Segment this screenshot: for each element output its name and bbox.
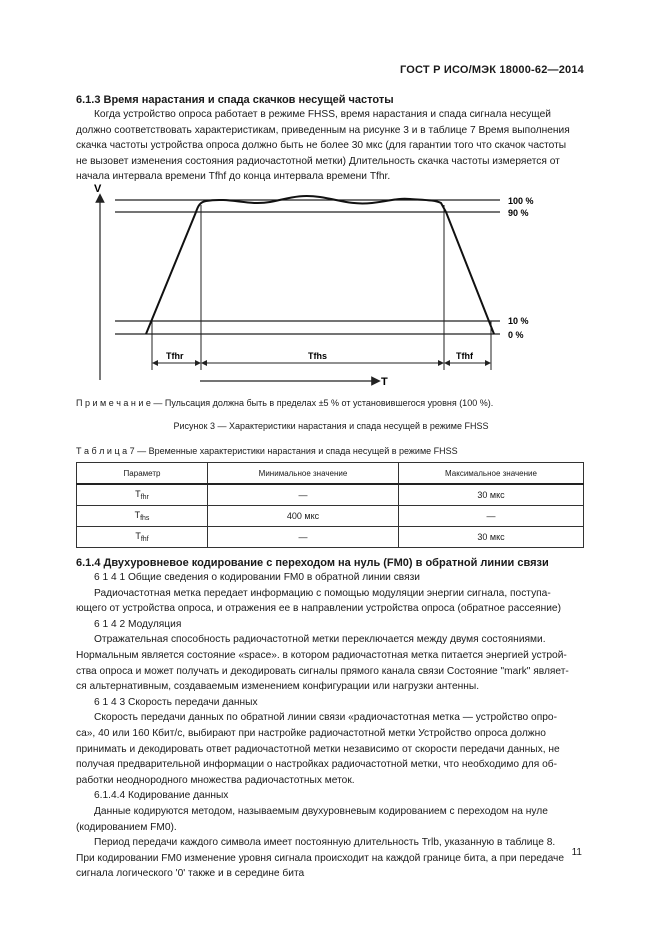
subsection-heading: 6 1 4 2 Модуляция — [94, 618, 182, 630]
tfhf-label: Tfhf — [456, 351, 473, 361]
table-row — [77, 484, 584, 506]
min-cell: 400 мкс — [208, 506, 399, 527]
text-line: получая предварительной информации о настройках радиочастотной метки, что необходимо для об- — [76, 759, 557, 771]
column-header: Максимальное значение — [399, 463, 584, 485]
text-line: (кодированием FM0). — [76, 821, 177, 833]
text-line: не вызовет изменения состояния радиочастотной метки) Длительность скачка частоты измеряется от — [76, 155, 560, 167]
min-cell: — — [208, 484, 399, 506]
section-title-6-1-3: 6.1.3 Время нарастания и спада скачков несущей частоты — [76, 94, 394, 106]
document-header: ГОСТ Р ИСО/МЭК 18000-62—2014 — [400, 64, 584, 76]
min-cell: — — [208, 527, 399, 548]
subsection-heading: 6 1 4 3 Скорость передачи данных — [94, 696, 258, 708]
param-cell: $T_{fhf}$ — [77, 527, 208, 548]
table-row — [77, 506, 584, 527]
text-line: Данные кодируются методом, называемым двухуровневым кодированием с переходом на нуле — [94, 805, 548, 817]
rise-fall-diagram — [0, 0, 662, 400]
figure-caption: Рисунок 3 — Характеристики нарастания и спада несущей в режиме FHSS — [173, 421, 489, 431]
text-line: должно соответствовать характеристикам, приведенным на рисунке 3 и в таблице 7 Время выполнения — [76, 124, 570, 136]
t-axis-label: T — [381, 376, 388, 388]
text-line: ющего от устройства опроса, и отражения ее в направлении устройства опроса (обратное рассеяние) — [76, 603, 561, 615]
text-line: са», 40 или 160 Кбит/с, выбирают при настройке радиочастотной метки Устройство опроса должно — [76, 727, 546, 739]
max-cell: — — [399, 506, 584, 527]
column-header: Параметр — [77, 463, 208, 485]
text-line: ся альтернативным, создаваемым изменением конфигурации или нагрузки антенны. — [76, 681, 480, 693]
table-header-row — [77, 463, 584, 485]
level-label-90: 90 % — [508, 208, 529, 218]
text-line: Когда устройство опроса работает в режиме FHSS, время нарастания и спада сигнала несущей — [94, 109, 551, 120]
text-line: Период передачи каждого символа имеет постоянную длительность Trlb, указанную в таблице 8. — [94, 837, 556, 849]
text-line: Скорость передачи данных по обратной линии связи «радиочастотная метка — устройство опро- — [94, 712, 557, 724]
page-number: 11 — [571, 847, 582, 858]
text-line: Радиочастотная метка передает информацию с помощью модуляции энергии сигнала, поступа- — [94, 587, 551, 599]
table-row — [77, 527, 584, 548]
carrier-waveform — [146, 196, 494, 334]
subsection-heading: 6 1 4 1 Общие сведения о кодировании FM0 в обратной линии связи — [94, 572, 420, 583]
param-cell: $T_{fhs}$ — [77, 506, 208, 527]
figure-note: П р и м е ч а н и е — Пульсация должна быть в пределах ±5 % от установившегося уровня (100 %). — [76, 398, 494, 408]
timing-table — [76, 462, 584, 548]
section-title-6-1-4: 6.1.4 Двухуровневое кодирование с переходом на нуль (FM0) в обратной линии связи — [76, 557, 549, 569]
column-header: Минимальное значение — [208, 463, 399, 485]
text-line: ства опроса и может получать и декодировать сигналы прямого канала связи Состояние "mark" являет- — [76, 665, 569, 677]
v-axis-label: V — [94, 183, 102, 195]
level-label-10: 10 % — [508, 316, 529, 326]
table-caption: Т а б л и ц а 7 — Временные характеристики нарастания и спада несущей в режиме FHSS — [76, 446, 458, 456]
text-line: сигнала логического '0' также и в середине бита — [76, 868, 305, 880]
text-line: Отражательная способность радиочастотной метки переключается между двумя состояниями. — [94, 634, 546, 646]
text-line: работки неоднородного множества радиочастотных меток. — [76, 774, 355, 786]
level-label-100: 100 % — [508, 196, 534, 206]
subsection-heading: 6.1.4.4 Кодирование данных — [94, 790, 229, 802]
text-line: скачка частоты устройства опроса должно быть не более 30 мкс (для гарантии того что скачок частоты — [76, 140, 567, 152]
text-line: начала интервала времени Tfhf до конца интервала времени Tfhr. — [76, 171, 391, 183]
tfhs-label: Tfhs — [308, 351, 327, 361]
tfhr-label: Tfhr — [166, 351, 184, 361]
text-line: принимать и декодировать ответ радиочастотной метки независимо от скорости передачи данных, не — [76, 743, 560, 755]
text-line: Нормальным является состояние «space». в котором радиочастотная метка питается энергией устрой- — [76, 649, 567, 661]
max-cell: 30 мкс — [399, 527, 584, 548]
level-label-0: 0 % — [508, 330, 524, 340]
text-line: При кодировании FM0 изменение уровня сигнала происходит на каждой границе бита, а при передаче — [76, 852, 564, 864]
section-6-1-4-text — [76, 570, 586, 882]
max-cell: 30 мкс — [399, 484, 584, 506]
param-cell: $T_{fhr}$ — [77, 484, 208, 506]
